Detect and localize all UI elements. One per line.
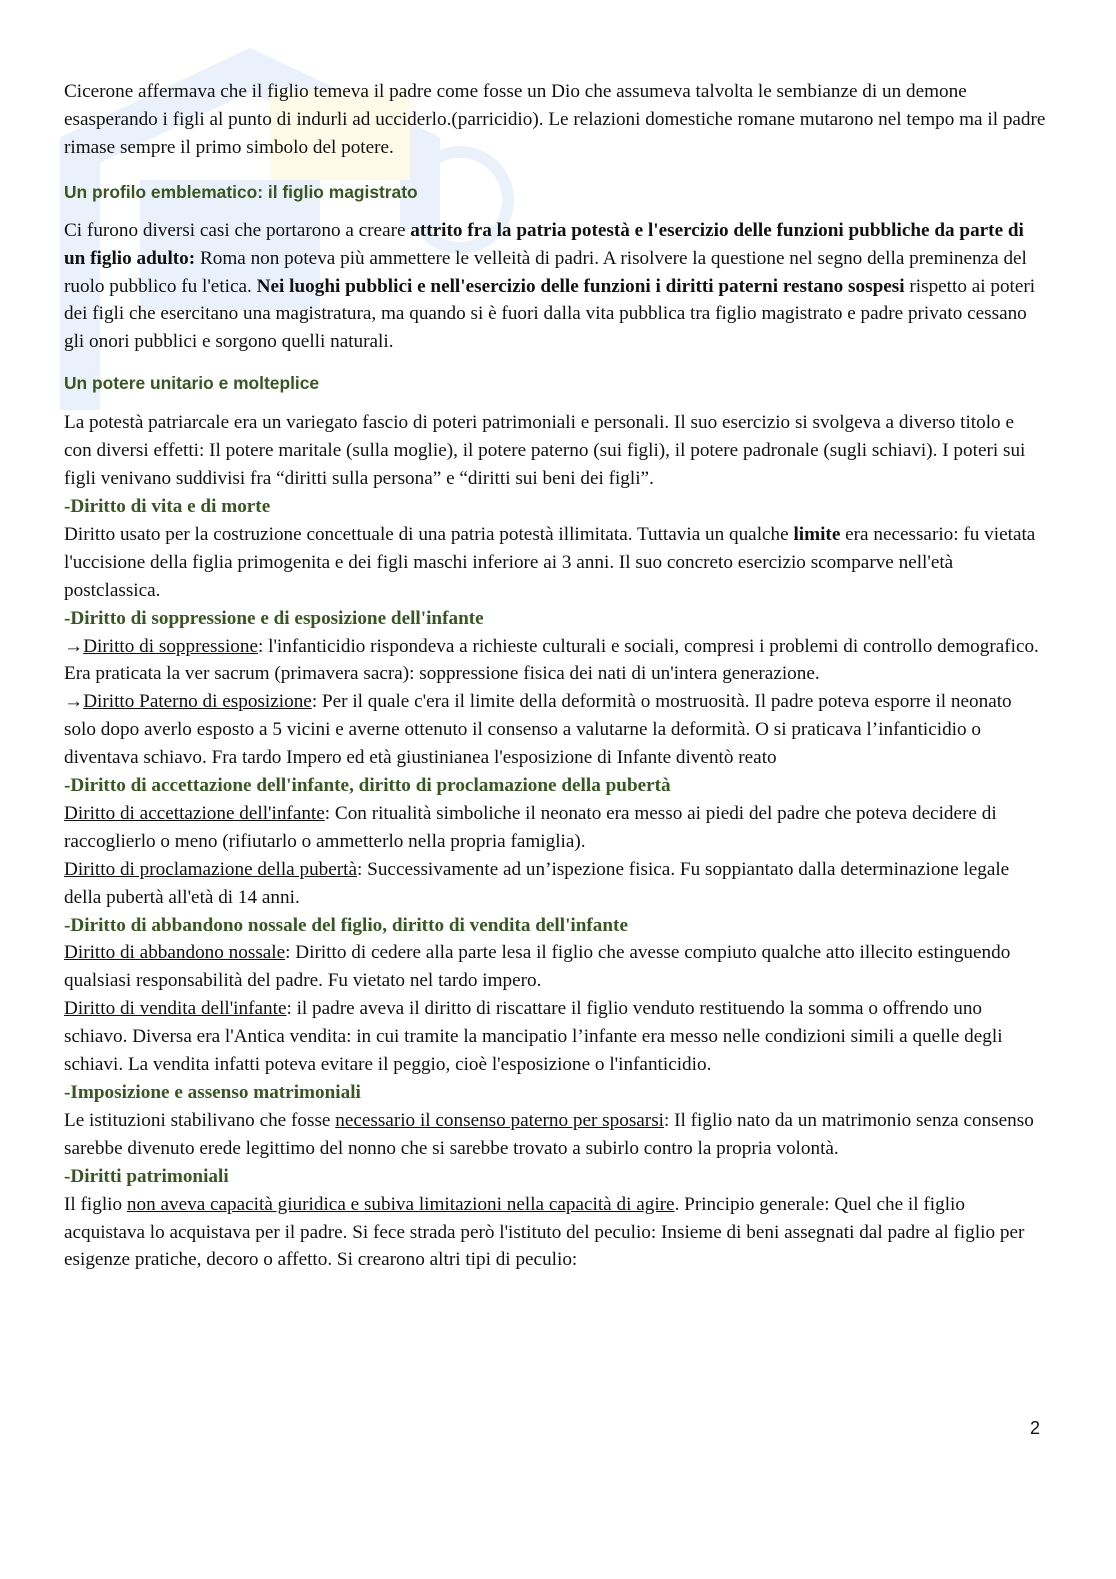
subheading-abbandono-vendita: -Diritto di abbandono nossale del figlio, diritto di vendita dell'infante (64, 914, 628, 936)
paragraph-assenso-matrimoniale: Le istituzioni stabilivano che fosse necessario il consenso paterno per sposarsi: Il figlio nato da un matrimonio senza consenso sarebbe divenuto erede legittimo del nonno che si sarebbe trovato a subirlo contro la propria volontà. (64, 1109, 1034, 1159)
subheading-soppressione-esposizione: -Diritto di soppressione e di esposizione dell'infante (64, 607, 484, 629)
arrow-icon: → (64, 691, 84, 713)
paragraph-accettazione: Diritto di accettazione dell'infante: Con ritualità simboliche il neonato era messo ai piedi del padre che poteva decidere di raccoglierlo o meno (rifiutarlo o ammetterlo nella propria famiglia). (64, 802, 997, 852)
subheading-assenso-matrimoniale: -Imposizione e assenso matrimoniali (64, 1082, 361, 1103)
subheading-vita-morte: -Diritto di vita e di morte (64, 495, 271, 517)
section-heading-figlio-magistrato: Un profilo emblematico: il figlio magistrato (64, 181, 418, 202)
document-page (64, 78, 1046, 1274)
paragraph-vita-morte: Diritto usato per la costruzione concettuale di una patria potestà illimitata. Tuttavia un qualche limite era necessario: fu vietata l'uccisione della figlia primogenita e dei figli maschi inferiore ai 3 anni. Il suo concreto esercizio scomparve nell'età postclassica. (64, 523, 1036, 601)
subheading-diritti-patrimoniali: -Diritti patrimoniali (64, 1165, 229, 1187)
paragraph-diritti-patrimoniali: Il figlio non aveva capacità giuridica e subiva limitazioni nella capacità di agire. Principio generale: Quel che il figlio acquistava lo acquistava per il padre. Si fece strada però l'istituto del peculio: Insieme di beni assegnati dal padre al figlio per esigenze pratiche, decoro o affetto. Si crearono altri tipi di peculio: (64, 1193, 1025, 1271)
paragraph-puberta: Diritto di proclamazione della pubertà: Successivamente ad un’ispezione fisica. Fu soppiantato dalla determinazione legale della pubertà all'età di 14 anni. (64, 858, 1010, 908)
paragraph-esposizione: →Diritto Paterno di esposizione: Per il quale c'era il limite della deformità o mostruosità. Il padre poteva esporre il neonato solo dopo averlo esposto a 5 vicini e averne ottenuto il consenso a valutarne la deformità. O si praticava l’infanticidio o diventava schiavo. Fra tardo Impero ed età giustinianea l'esposizione di Infante diventò reato (64, 691, 1012, 769)
paragraph-soppressione: →Diritto di soppressione: l'infanticidio rispondeva a richieste culturali e sociali, compresi i problemi di controllo demografico. Era praticata la ver sacrum (primavera sacra): soppressione fisica dei nati di un'intera generazione. (64, 635, 1039, 685)
intro-paragraph: Cicerone affermava che il figlio temeva il padre come fosse un Dio che assumeva talvolta le sembianze di un demone esasperando i figli al punto di indurli ad ucciderlo.(parricidio). Le relazioni domestiche romane mutarono nel tempo ma il padre rimase sempre il primo simbolo del potere. (64, 81, 1046, 158)
paragraph-vendita: Diritto di vendita dell'infante: il padre aveva il diritto di riscattare il figlio venduto restituendo la somma o offrendo uno schiavo. Diversa era l'Antica vendita: in cui tramite la mancipatio l’infante era messo nelle condizioni simili a quelle degli schiavi. La vendita infatti poteva evitare il peggio, cioè l'esposizione o l'infanticidio. (64, 998, 1003, 1076)
subheading-accettazione-puberta: -Diritto di accettazione dell'infante, diritto di proclamazione della pubertà (64, 775, 671, 797)
arrow-icon: → (64, 635, 84, 657)
page-number: 2 (1030, 1418, 1041, 1438)
paragraph-potesta-patriarcale: La potestà patriarcale era un variegato fascio di poteri patrimoniali e personali. Il suo esercizio si svolgeva a diverso titolo e con diversi effetti: Il potere maritale (sulla moglie), il potere paterno (sui figli), il potere padronale (sugli schiavi). I poteri sui figli venivano suddivisi fra “diritti sulla persona” e “diritti sui beni dei figli”. (64, 412, 1026, 490)
paragraph-abbandono: Diritto di abbandono nossale: Diritto di cedere alla parte lesa il figlio che avesse compiuto qualche atto illecito estinguendo qualsiasi responsabilità del padre. Fu vietato nel tardo impero. (64, 942, 1011, 992)
section-heading-potere-unitario: Un potere unitario e molteplice (64, 373, 320, 394)
paragraph-figlio-magistrato: Ci furono diversi casi che portarono a creare attrito fra la patria potestà e l'esercizio delle funzioni pubbliche da parte di un figlio adulto: Roma non poteva più ammettere le velleità di padri. A risolvere la questione nel segno della preminenza del ruolo pubblico fu l'etica. Nei luoghi pubblici e nell'esercizio delle funzioni i diritti paterni restano sospesi rispetto ai poteri dei figli che esercitano una magistratura, ma quando si è fuori dalla vita pubblica tra figlio magistrato e padre privato cessano gli onori pubblici e sorgono quelli naturali. (64, 219, 1036, 353)
